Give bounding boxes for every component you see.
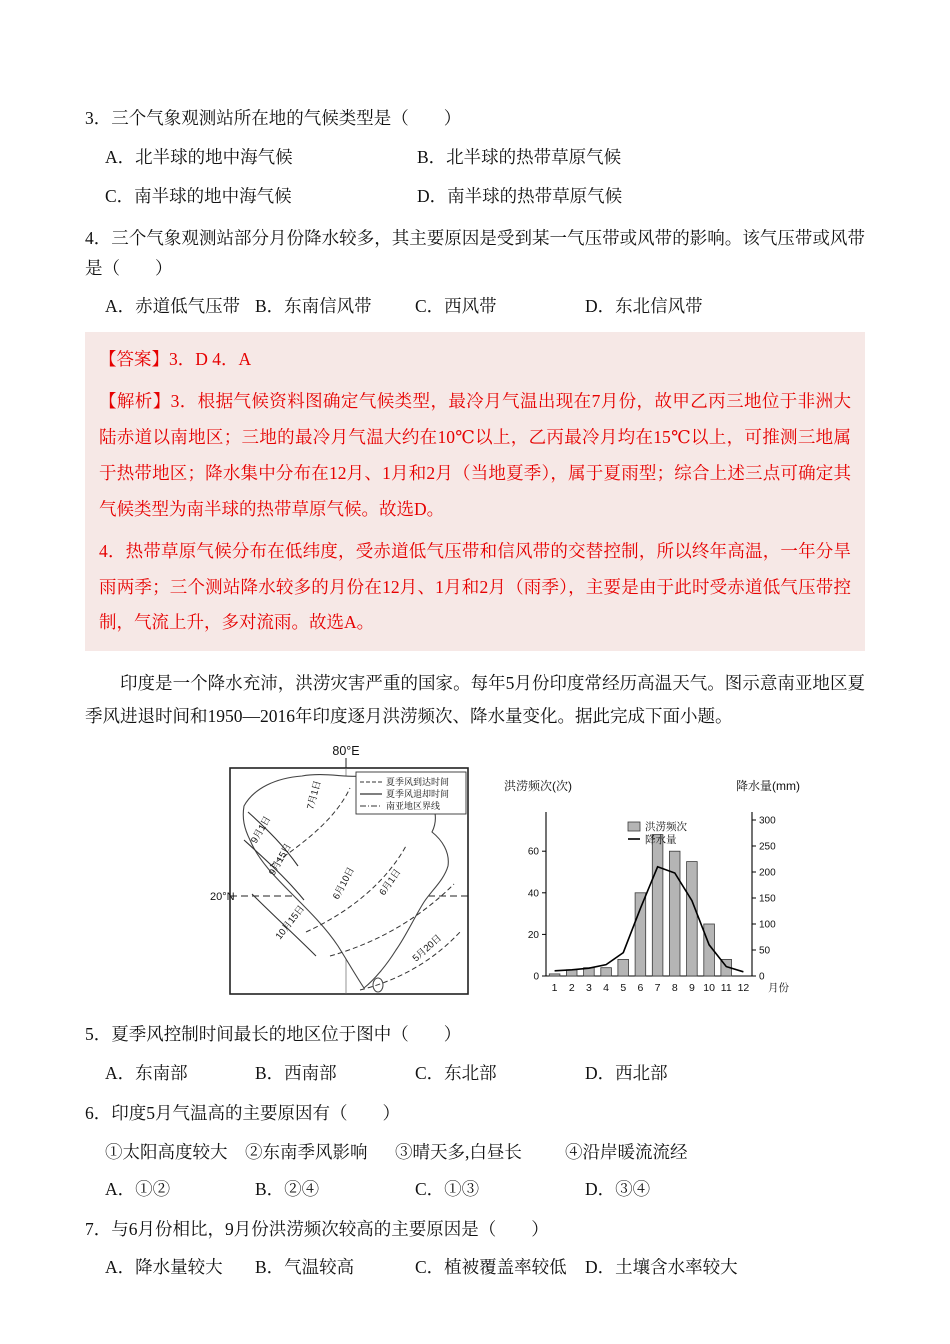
svg-text:7: 7 [654,982,661,994]
q4-option-b: B．东南信风带 [255,296,372,317]
map-date-jun1: 6月1日 [377,867,404,898]
svg-text:50: 50 [759,945,771,957]
q6-item-2: ②东南季风影响 [245,1141,368,1162]
q6-option-a: A．①② [105,1178,171,1199]
monsoon-map-figure [210,744,482,1002]
analysis-q3: 【解析】3．根据气候资料图确定气候类型，最冷月气温出现在7月份，故甲乙丙三地位于非洲大陆赤道以南地区；三地的最冷月气温大约在10℃以上，乙丙最冷月均在15℃以上，可推测三地属于热带地区；降水集中分布在12月、1月和2月（当地夏季），属于夏雨型；综合上述三点可确定其气候类型为南半球的热带草原气候。故选D。 [99,391,851,519]
question-6-items [85,1139,865,1164]
question-7 [85,1215,865,1280]
svg-text:3: 3 [585,982,592,994]
svg-text:200: 200 [759,867,776,879]
question-7-options [85,1254,865,1279]
svg-text:60: 60 [527,846,539,858]
passage-india: 印度是一个降水充沛，洪涝灾害严重的国家。每年5月份印度常经历高温天气。图示意南亚地区夏季风进退时间和1950—2016年印度逐月洪涝频次、降水量变化。据此完成下面小题。 [85,673,865,726]
q5-option-b: B．西南部 [255,1062,337,1083]
q7-option-d: D．土壤含水率较大 [585,1257,738,1278]
q4-option-d: D．东北信风带 [585,296,703,317]
q6-item-1: ①太阳高度较大 [105,1141,228,1162]
q3-option-d: D．南半球的热带草原气候 [417,185,623,206]
q4-option-a: A．赤道低气压带 [105,296,241,317]
question-5-stem: 5．夏季风控制时间最长的地区位于图中（ ） [85,1024,462,1044]
map-meridian-label: 80°E [332,744,360,758]
svg-text:降水量(mm): 降水量(mm) [736,779,800,793]
svg-text:5: 5 [620,982,627,994]
svg-text:6: 6 [637,982,644,994]
q6-item-4: ④沿岸暖流流经 [565,1141,688,1162]
svg-text:8: 8 [671,982,678,994]
svg-text:2: 2 [568,982,575,994]
svg-text:300: 300 [759,815,776,827]
question-5 [85,1020,865,1085]
figures-row [210,744,865,1002]
svg-text:11: 11 [720,982,732,994]
map-legend-retreat: 夏季风退却时间 [386,789,450,799]
q6-option-d: D．③④ [585,1178,651,1199]
question-3-options [85,144,865,208]
map-legend-arrival: 夏季风到达时间 [386,777,450,787]
question-4-options [85,293,865,318]
q7-option-a: A．降水量较大 [105,1257,223,1278]
svg-text:0: 0 [533,971,539,983]
question-6 [85,1099,865,1201]
question-6-options [85,1176,865,1201]
map-date-may20: 5月20日 [410,932,444,965]
question-6-stem: 6．印度5月气温高的主要原因有（ ） [85,1102,400,1123]
q4-option-c: C．西风带 [415,296,497,317]
svg-text:10: 10 [703,982,715,994]
map-parallel-label: 20°N [210,891,235,903]
svg-text:0: 0 [759,971,765,983]
map-legend [356,772,466,814]
answer-analysis-block [85,332,865,651]
question-4 [85,224,865,319]
analysis-q4: 4．热带草原气候分布在低纬度，受赤道低气压带和信风带的交替控制，所以终年高温，一年分旱雨两季；三个测站降水较多的月份在12月、1月和2月（雨季），主要是由于此时受赤道低气压带控制，气流上升，多对流雨。故选A。 [99,540,851,633]
map-date-jun10: 6月10日 [330,865,358,902]
question-4-stem: 4．三个气象观测站部分月份降水较多，其主要原因是受到某一气压带或风带的影响。该气压带或风带是（ ） [85,227,865,278]
svg-text:12: 12 [737,982,750,994]
q7-option-c: C．植被覆盖率较低 [415,1257,567,1278]
answer-line: 【答案】3．D 4．A [99,349,252,370]
map-date-sep1: 9月1日 [249,814,274,846]
svg-text:250: 250 [759,841,776,853]
svg-text:20: 20 [527,929,539,941]
svg-text:150: 150 [759,893,776,905]
q6-item-3: ③晴天多,白昼长 [395,1141,522,1162]
question-7-stem: 7．与6月份相比，9月份洪涝频次较高的主要原因是（ ） [85,1218,549,1239]
q6-option-c: C．①③ [415,1178,480,1199]
q5-option-d: D．西北部 [585,1062,668,1083]
svg-text:9: 9 [688,982,695,994]
q3-option-b: B．北半球的热带草原气候 [417,146,622,167]
svg-text:4: 4 [603,982,610,994]
svg-text:月份: 月份 [768,982,789,994]
q6-option-b: B．②④ [255,1178,320,1199]
question-3 [85,104,865,208]
svg-text:100: 100 [759,919,776,931]
svg-text:洪涝频次(次): 洪涝频次(次) [504,779,572,793]
map-date-oct15: 10月15日 [273,903,308,942]
map-date-sep15: 9月15日 [267,841,295,878]
question-5-options [85,1060,865,1085]
svg-text:1: 1 [551,982,558,994]
question-3-stem: 3．三个气象观测站所在地的气候类型是（ ） [85,108,462,128]
q5-option-c: C．东北部 [415,1062,497,1083]
map-legend-boundary: 南亚地区界线 [386,801,441,811]
q7-option-b: B．气温较高 [255,1257,355,1278]
map-date-jul1: 7月1日 [305,779,324,811]
flood-precipitation-chart [502,774,802,1002]
q5-option-a: A．东南部 [105,1062,188,1083]
svg-text:洪涝频次: 洪涝频次 [645,821,687,833]
svg-text:降水量: 降水量 [645,834,677,846]
q3-option-c: C．南半球的地中海气候 [105,185,292,206]
svg-text:40: 40 [527,888,539,900]
q3-option-a: A．北半球的地中海气候 [105,146,293,167]
